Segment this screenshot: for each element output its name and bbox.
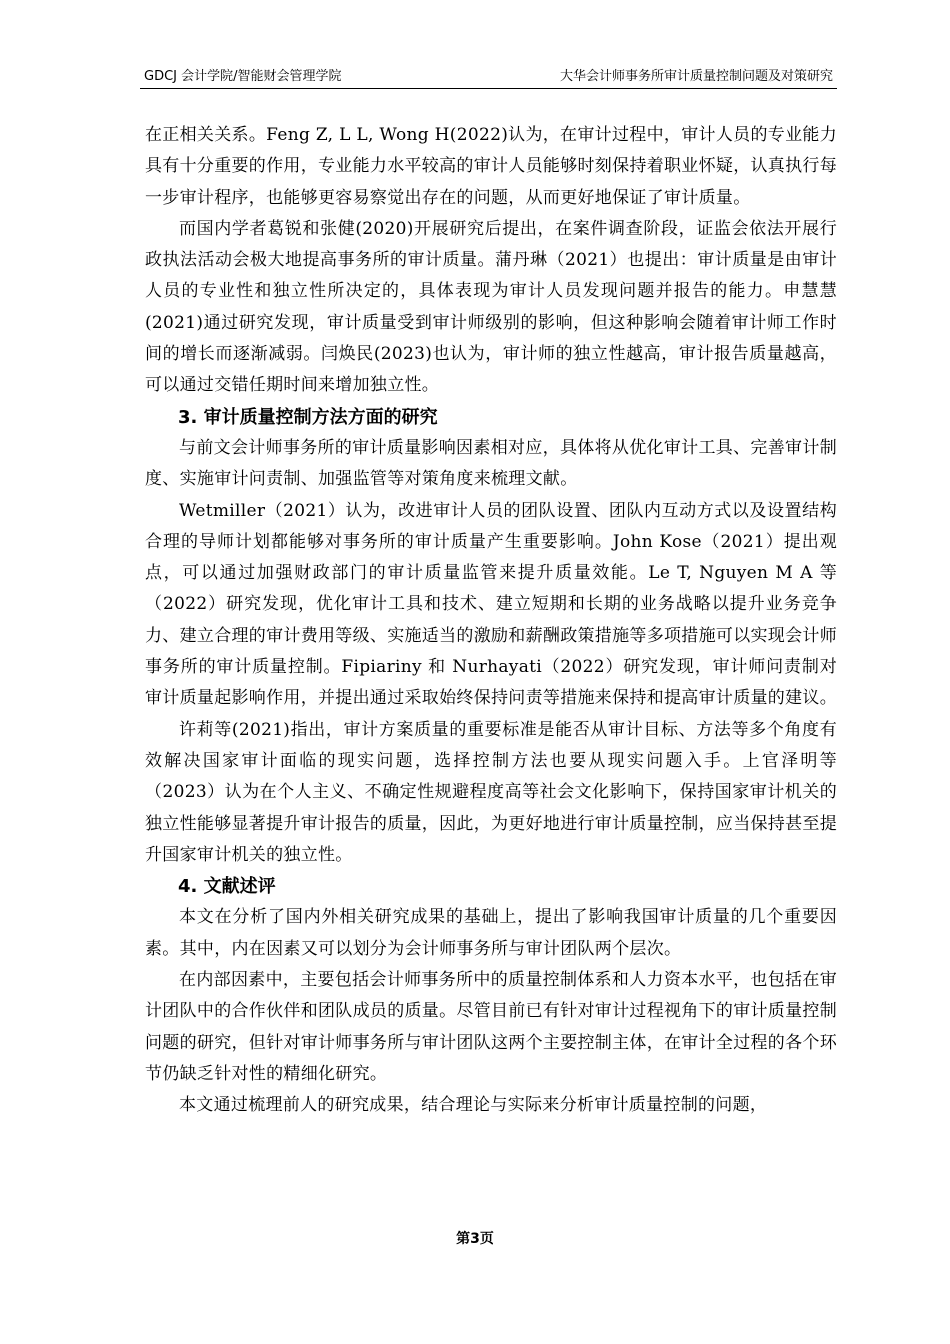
page-header bbox=[140, 68, 837, 89]
section-heading-3: 3. 审计质量控制方法方面的研究 bbox=[178, 406, 438, 428]
header-institution: GDCJ 会计学院/智能财会管理学院 bbox=[144, 69, 342, 84]
paragraph-5: 许莉等(2021)指出，审计方案质量的重要标准是能否从审计目标、方法等多个角度有效解决国家审计面临的现实问题，选择控制方法也要从现实问题入手。上官泽明等（2023）认为在个人主义、不确定性规避程度高等社会文化影响下，保持国家审计机关的独立性能够显著提升审计报告的质量，因此，为更好地进行审计质量控制，应当保持甚至提升国家审计机关的独立性。 bbox=[145, 719, 837, 865]
page-body bbox=[145, 120, 837, 1122]
page-number: 第3页 bbox=[456, 1231, 494, 1247]
paragraph-8: 本文通过梳理前人的研究成果，结合理论与实际来分析审计质量控制的问题， bbox=[179, 1095, 768, 1116]
header-thesis-title: 大华会计师事务所审计质量控制问题及对策研究 bbox=[559, 69, 833, 84]
paragraph-7: 在内部因素中，主要包括会计师事务所中的质量控制体系和人力资本水平，也包括在审计团队中的合作伙伴和团队成员的质量。尽管目前已有针对审计过程视角下的审计质量控制问题的研究，但针对审计师事务所与审计团队这两个主要控制主体，在审计全过程的各个环节仍缺乏针对性的精细化研究。 bbox=[145, 970, 837, 1084]
paragraph-6: 本文在分析了国内外相关研究成果的基础上，提出了影响我国审计质量的几个重要因素。其中，内在因素又可以划分为会计师事务所与审计团队两个层次。 bbox=[145, 907, 837, 959]
paragraph-4: Wetmiller（2021）认为，改进审计人员的团队设置、团队内互动方式以及设置结构合理的导师计划都能够对事务所的审计质量产生重要影响。John Kose（2021）提出观点，可以通过加强财政部门的审计质量监管来提升质量效能。Le T, Nguyen M A 等（2022）研究发现，优化审计工具和技术、建立短期和长期的业务战略以提升业务竞争力、建立合理的审计费用等级、实施适当的激励和薪酬政策措施等多项措施可以实现会计师事务所的审计质量控制。Fipiariny 和 Nurhayati（2022）研究发现，审计师问责制对审计质量起影响作用，并提出通过采取始终保持问责等措施来保持和提高审计质量的建议。 bbox=[145, 500, 837, 709]
section-heading-4: 4. 文献述评 bbox=[178, 876, 276, 898]
paragraph-3: 与前文会计师事务所的审计质量影响因素相对应，具体将从优化审计工具、完善审计制度、实施审计问责制、加强监管等对策角度来梳理文献。 bbox=[145, 437, 837, 490]
paragraph-2: 而国内学者葛锐和张健(2020)开展研究后提出，在案件调查阶段，证监会依法开展行政执法活动会极大地提高事务所的审计质量。蒲丹琳（2021）也提出：审计质量是由审计人员的专业性和独立性所决定的，具体表现为审计人员发现问题并报告的能力。申慧慧(2021)通过研究发现，审计质量受到审计师级别的影响，但这种影响会随着审计师工作时间的增长而逐渐减弱。闫焕民(2023)也认为，审计师的独立性越高，审计报告质量越高，可以通过交错任期时间来增加独立性。 bbox=[145, 218, 837, 396]
paragraph-1: 在正相关关系。Feng Z, L L, Wong H(2022)认为，在审计过程中，审计人员的专业能力具有十分重要的作用，专业能力水平较高的审计人员能够时刻保持着职业怀疑，认真执行每一步审计程序，也能够更容易察觉出存在的问题，从而更好地保证了审计质量。 bbox=[145, 125, 837, 208]
